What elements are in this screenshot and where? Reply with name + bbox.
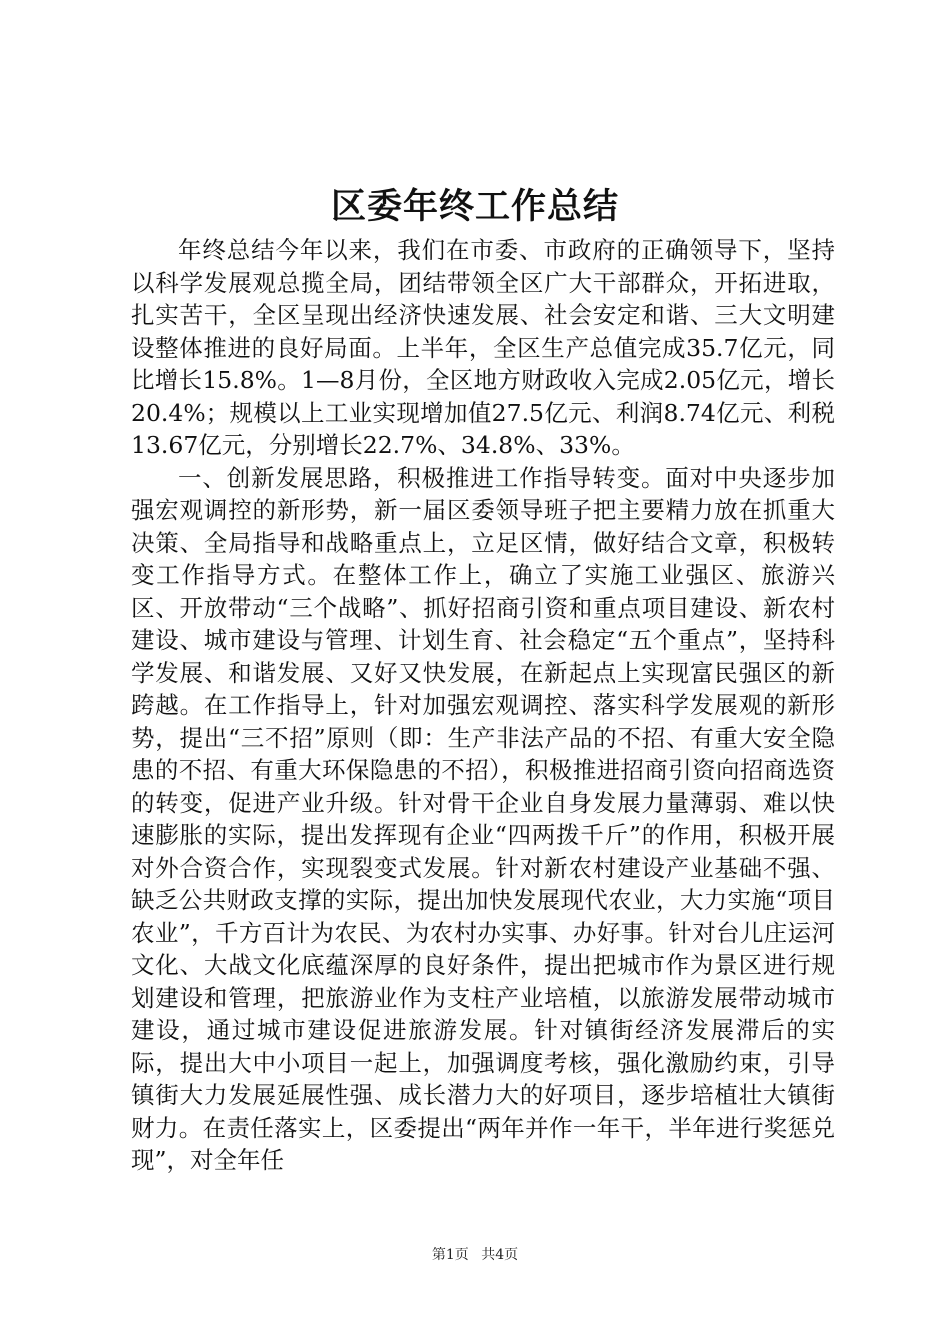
paragraph-section-one: 一、创新发展思路，积极推进工作指导转变。面对中央逐步加强宏观调控的新形势，新一届区委领导班子把主要精力放在抓重大决策、全局指导和战略重点上，立足区情，做好结合文章，积极转变工作指导方式。在整体工作上，确立了实施工业强区、旅游兴区、开放带动“三个战略”、抓好招商引资和重点项目建设、新农村建设、城市建设与管理、计划生育、社会稳定“五个重点”，坚持科学发展、和谐发展、又好又快发展，在新起点上实现富民强区的新跨越。在工作指导上，针对加强宏观调控、落实科学发展观的新形势，提出“三不招”原则（即：生产非法产品的不招、有重大安全隐患的不招、有重大环保隐患的不招），积极推进招商引资向招商选资的转变，促进产业升级。针对骨干企业自身发展力量薄弱、难以快速膨胀的实际，提出发挥现有企业“四两拨千斤”的作用，积极开展对外合资合作，实现裂变式发展。针对新农村建设产业基础不强、缺乏公共财政支撑的实际，提出加快发展现代农业，大力实施“项目农业”，千方百计为农民、为农村办实事、办好事。针对台儿庄运河文化、大战文化底蕴深厚的良好条件，提出把城市作为景区进行规划建设和管理，把旅游业作为支柱产业培植，以旅游发展带动城市建设，通过城市建设促进旅游发展。针对镇街经济发展滞后的实际，提出大中小项目一起上，加强调度考核，强化激励约束，引导镇街大力发展延展性强、成长潜力大的好项目，逐步培植壮大镇街财力。在责任落实上，区委提出“两年并作一年干，半年进行奖惩兑现”，对全年任 — [131, 463, 835, 1174]
paragraph-intro: 年终总结今年以来，我们在市委、市政府的正确领导下，坚持以科学发展观总揽全局，团结带领全区广大干部群众，开拓进取，扎实苦干，全区呈现出经济快速发展、社会安定和谐、三大文明建设整体推进的良好局面。上半年，全区生产总值完成35.7亿元，同比增长15.8%。1—8月份，全区地方财政收入完成2.05亿元，增长20.4%；规模以上工业实现增加值27.5亿元、利润8.74亿元、利税13.67亿元，分别增长22.7%、34.8%、33%。 — [131, 236, 835, 459]
document-title: 区委年终工作总结 — [330, 186, 619, 227]
page-footer — [0, 1245, 950, 1265]
page-total: 共4页 — [481, 1247, 519, 1263]
page-number: 第1页 — [431, 1247, 469, 1263]
document-body — [131, 234, 835, 1177]
